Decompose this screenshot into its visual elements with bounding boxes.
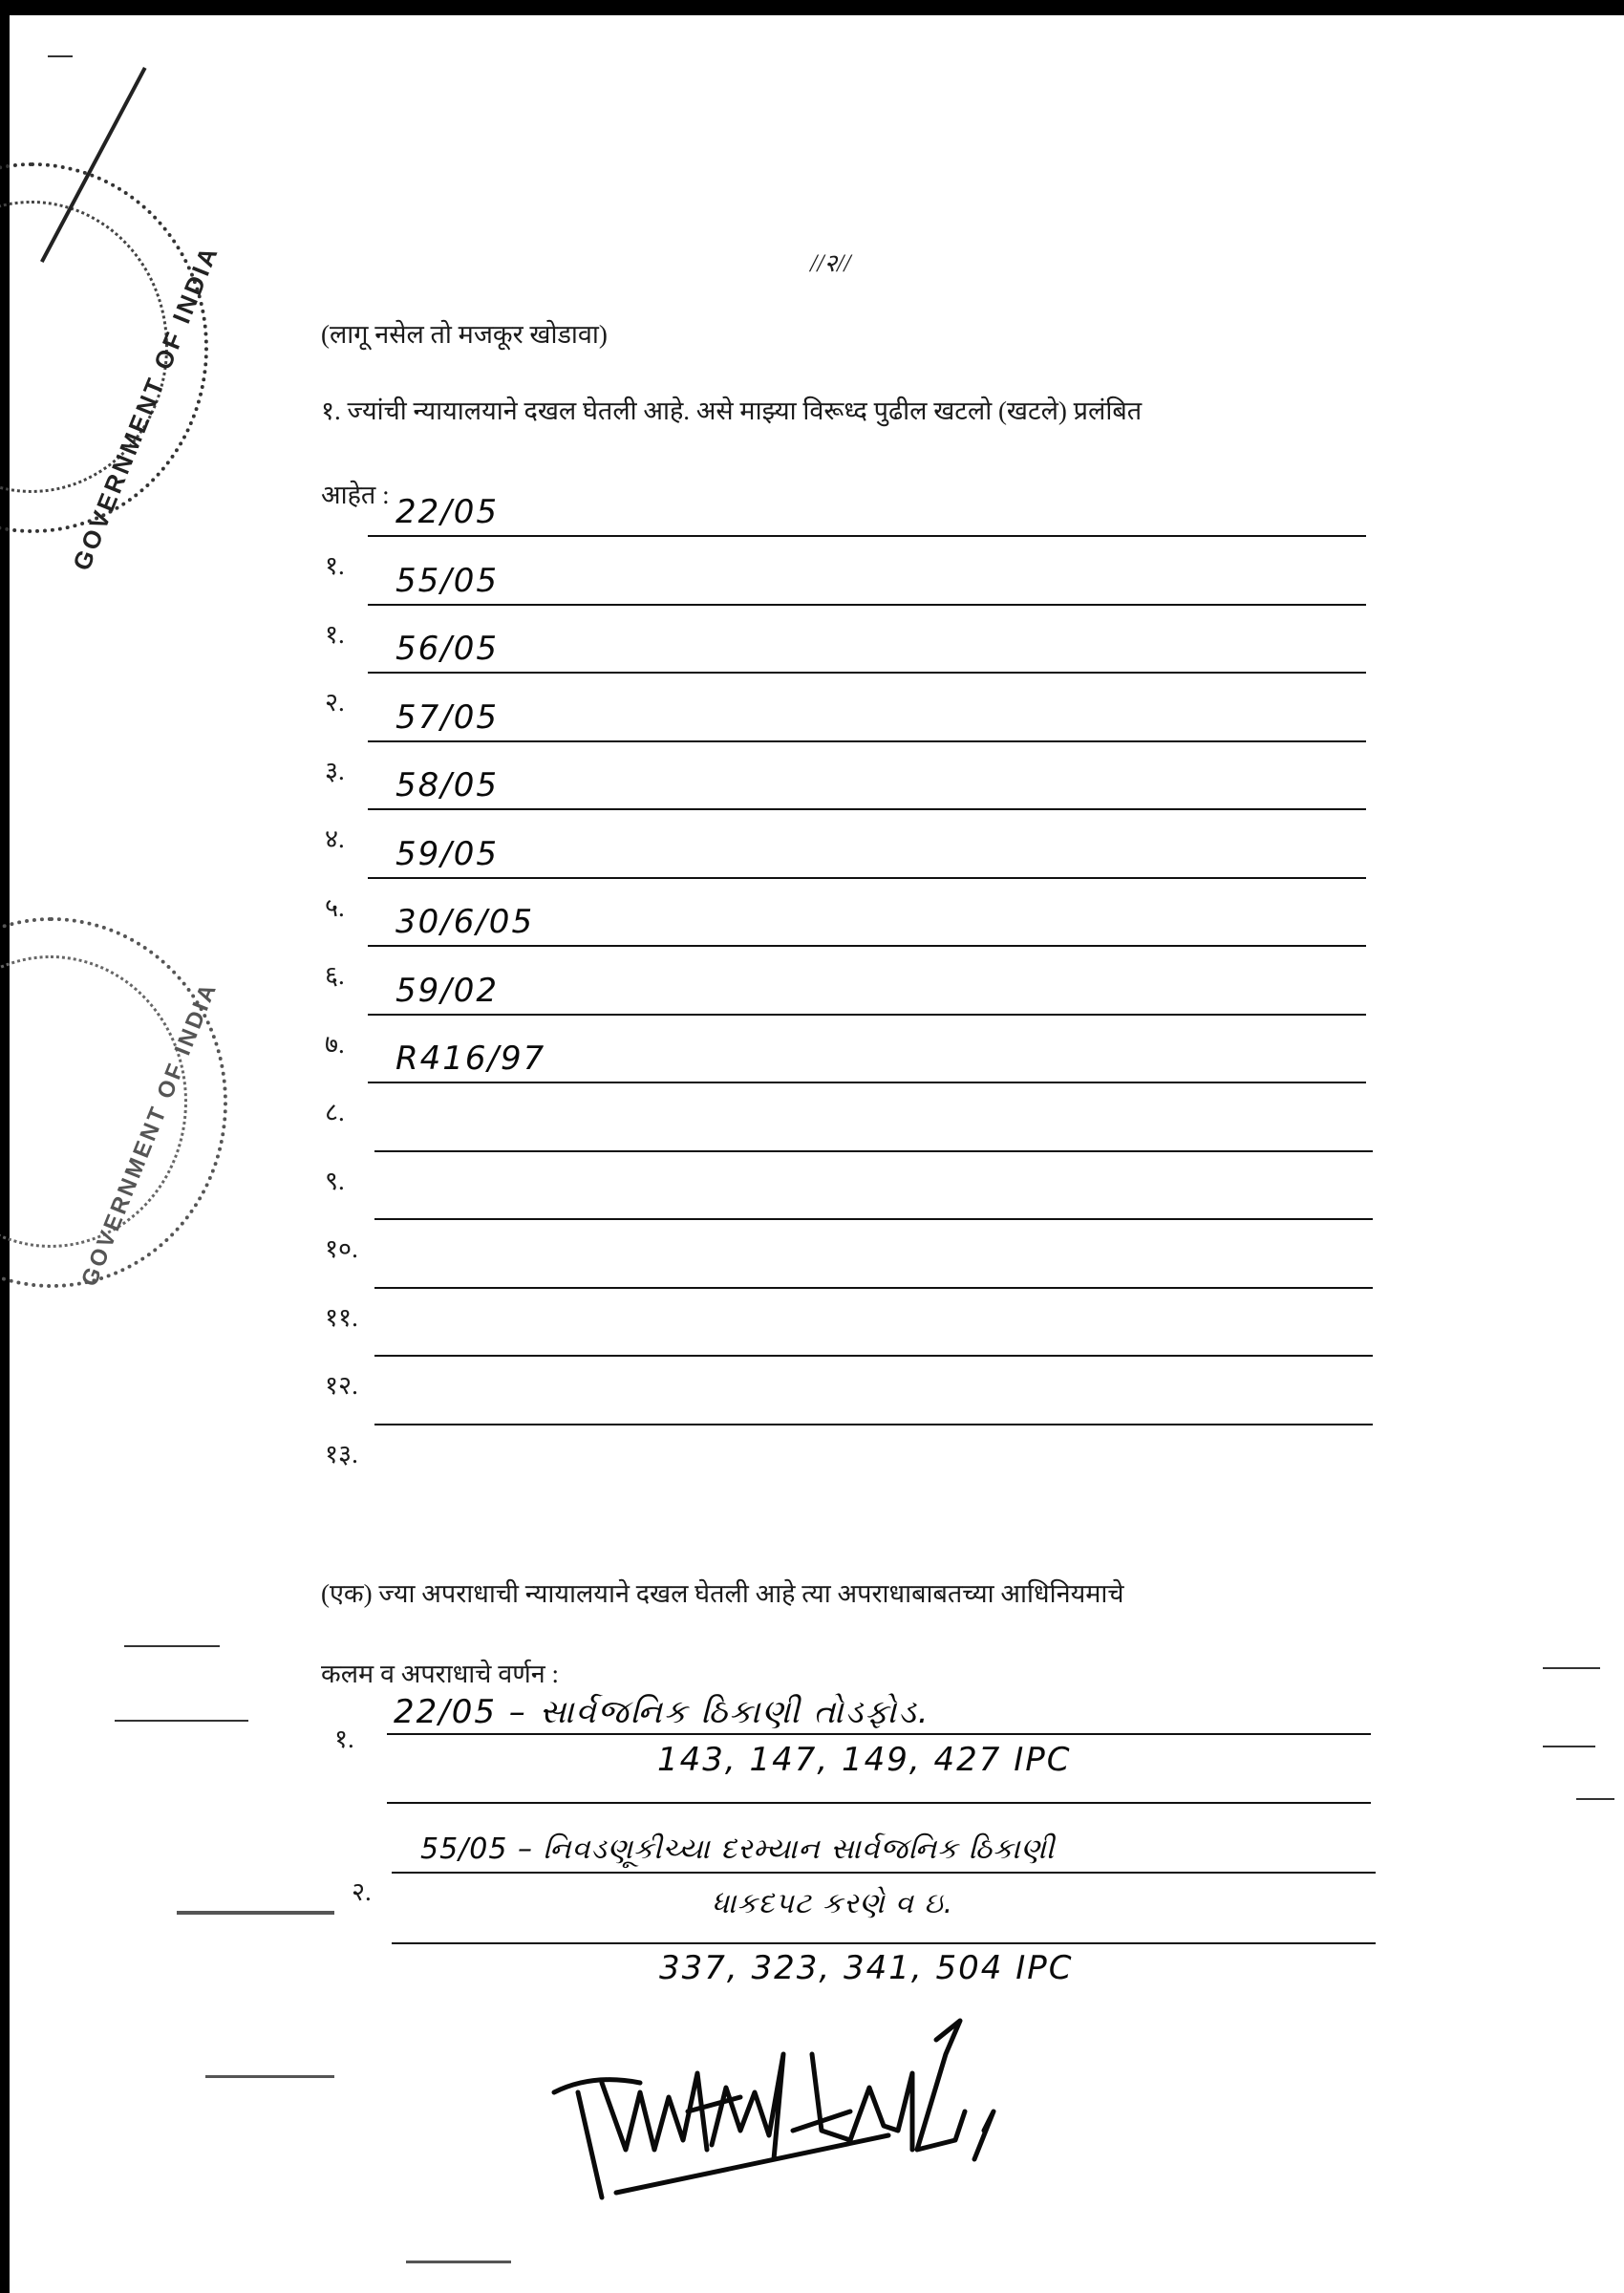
margin-mark (205, 2075, 334, 2078)
case-number-entry: 59/05 (395, 835, 499, 873)
row-number: २. (325, 688, 345, 717)
offence-item-number: २. (352, 1877, 372, 1906)
case-number-entry: 22/05 (395, 493, 499, 531)
case-number-entry: R416/97 (395, 1039, 546, 1078)
ruled-line (392, 1942, 1376, 1944)
ruled-line (374, 1218, 1373, 1220)
ruled-line (368, 1082, 1366, 1083)
ruled-line (368, 672, 1366, 674)
instruction-text: (लागू नसेल तो मजकूर खोडावा) (321, 320, 608, 349)
signature (535, 2016, 1032, 2207)
row-number: ७. (325, 1030, 345, 1059)
row-number: ८. (325, 1098, 345, 1126)
row-number: ४. (325, 825, 345, 853)
offence-description: 55/05 – નિવડણૂકીચ્યા દરમ્યાન સાર્વજનિક ઠિકાણી (420, 1832, 1056, 1866)
row-number: ११. (325, 1303, 358, 1332)
ruled-line (374, 1424, 1373, 1425)
row-number: ९. (325, 1167, 345, 1195)
margin-mark (48, 55, 73, 57)
seal-text-top: GOVERNMENT OF INDIA (67, 240, 224, 575)
ruled-line (387, 1802, 1371, 1804)
signature-drawing (535, 2016, 1032, 2207)
row-number: १२. (325, 1371, 358, 1400)
page-number: //२// (810, 249, 851, 277)
offence-description-cont: ધાકદપટ કરણે વ ઇ. (712, 1887, 954, 1920)
row-number: १०. (325, 1234, 358, 1263)
offence-sections: 143, 147, 149, 427 IPC (657, 1741, 1072, 1779)
section1-heading: १. ज्यांची न्यायालयाने दखल घेतली आहे. असे माझ्या विरूध्द पुढील खटलो (खटले) प्रलंबित (321, 396, 1143, 425)
row-number: १३. (325, 1440, 358, 1468)
offence-sections: 337, 323, 341, 504 IPC (659, 1949, 1074, 1987)
offence-item-number: १. (334, 1725, 354, 1753)
margin-mark (1543, 1667, 1600, 1669)
row-number: १. (325, 620, 345, 649)
case-number-entry: 58/05 (395, 766, 499, 804)
ruled-line (368, 604, 1366, 606)
ruled-line (368, 945, 1366, 947)
margin-mark (177, 1911, 334, 1915)
scan-border-top (0, 0, 1624, 15)
margin-mark (406, 2261, 511, 2263)
margin-mark (1576, 1798, 1614, 1800)
ruled-line (368, 740, 1366, 742)
case-number-entry: 57/05 (395, 698, 499, 737)
ruled-line (374, 1150, 1373, 1152)
margin-mark (1543, 1746, 1595, 1747)
section2-heading: (एक) ज्या अपराधाची न्यायालयाने दखल घेतली आहे त्या अपराधाबाबतच्या आधिनियमाचे (321, 1579, 1124, 1608)
seal-text-middle: GOVERNMENT OF INDIA (76, 977, 223, 1291)
case-number-entry: 55/05 (395, 562, 499, 600)
ruled-line (368, 535, 1366, 537)
ruled-line (387, 1733, 1371, 1735)
section1-heading-cont: आहेत : (321, 481, 390, 509)
ruled-line (368, 877, 1366, 879)
ruled-line (368, 1014, 1366, 1016)
ruled-line (374, 1287, 1373, 1289)
row-number: ६. (325, 961, 345, 990)
case-number-entry: 56/05 (395, 630, 499, 668)
margin-mark (124, 1645, 220, 1647)
ruled-line (368, 808, 1366, 810)
margin-mark (115, 1720, 248, 1722)
case-number-entry: 59/02 (395, 972, 499, 1010)
case-number-entry: 30/6/05 (395, 903, 535, 941)
offence-description: 22/05 – સાર્વજનિક ઠિકાણી તોડફોડ. (394, 1693, 930, 1731)
row-number: ३. (325, 757, 345, 785)
ruled-line (392, 1872, 1376, 1874)
section2-heading-cont: कलम व अपराधाचे वर्णन : (321, 1660, 559, 1688)
row-number: १. (325, 551, 345, 580)
ruled-line (374, 1355, 1373, 1357)
row-number: ५. (325, 893, 345, 922)
